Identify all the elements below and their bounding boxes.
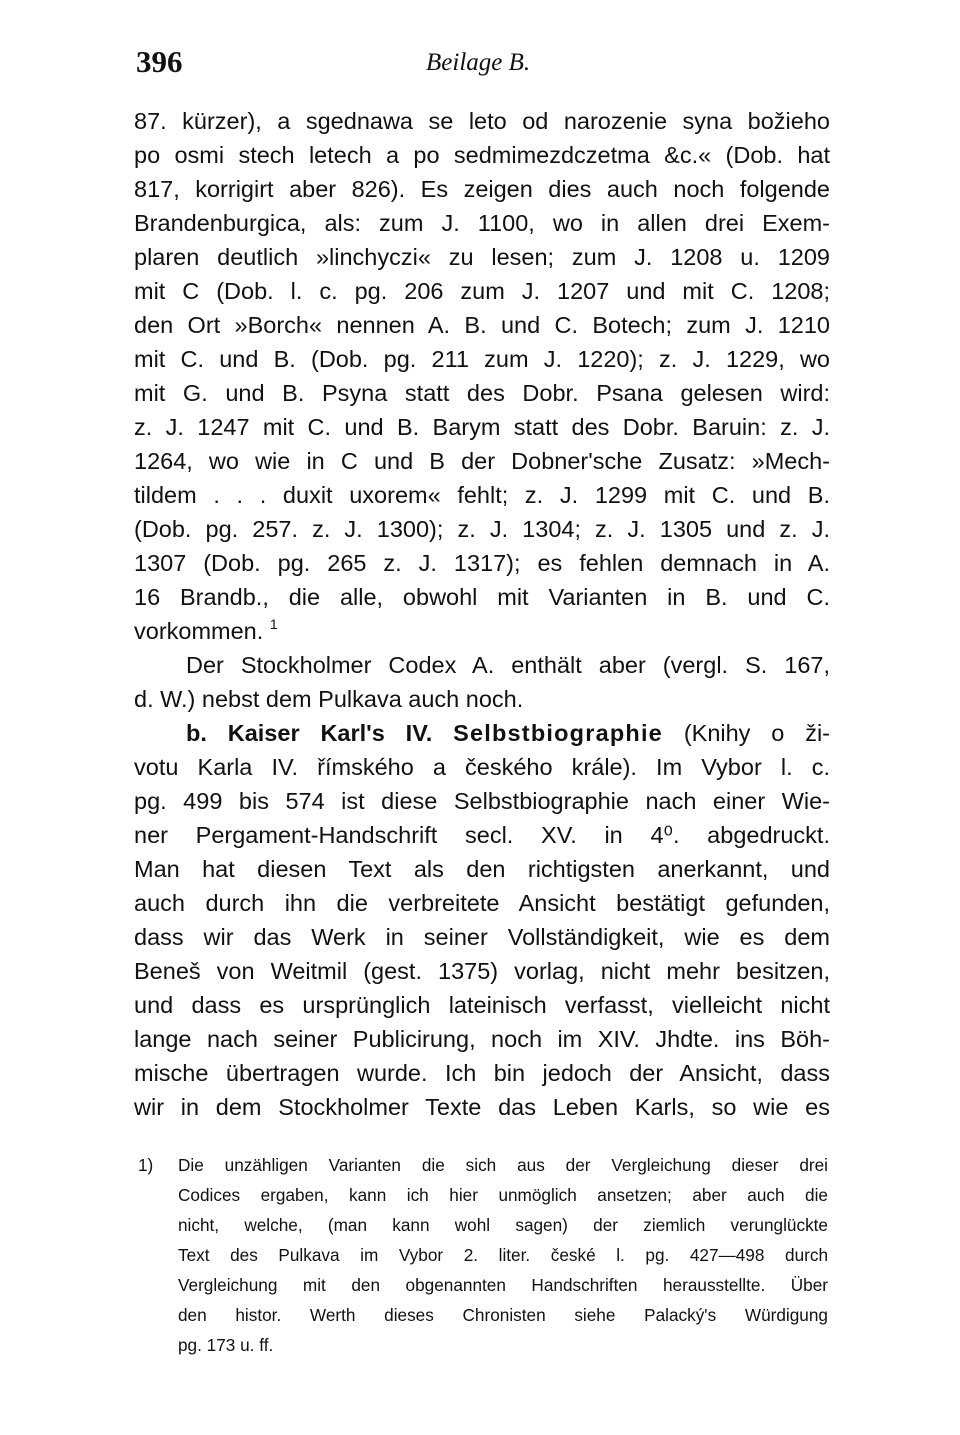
text-fragment: vorkommen. [134,618,264,644]
section-heading-line [134,716,830,750]
text-line: mit G. und B. Psyna statt des Dobr. Psana gelesen wird: [134,380,830,406]
footnote-line: Codices ergaben, kann ich hier unmöglich ansetzen; aber auch die [178,1185,828,1205]
page-header [136,44,836,84]
text-line: wir in dem Stockholmer Texte das Leben Karls, so wie es [134,1094,830,1120]
text-line: Man hat diesen Text als den richtigsten anerkannt, und [134,856,830,882]
text-line: lange nach seiner Publicirung, noch im XIV. Jhdte. ins Böh- [134,1026,830,1052]
text-line: votu Karla IV. římského a českého krále). Im Vybor l. c. [134,754,830,780]
text-line: pg. 499 bis 574 ist diese Selbstbiographie nach einer Wie- [134,788,830,814]
footnote-reference[interactable]: 1 [269,616,278,632]
text-line: z. J. 1247 mit C. und B. Barym statt des Dobr. Baruin: z. J. [134,414,830,440]
text-line: mische übertragen wurde. Ich bin jedoch der Ansicht, dass [134,1060,830,1086]
text-line: plaren deutlich »linchyczi« zu lesen; zum J. 1208 u. 1209 [134,244,830,270]
text-line: mit C (Dob. l. c. pg. 206 zum J. 1207 und mit C. 1208; [134,278,830,304]
text-line [134,614,830,648]
text-line: den Ort »Borch« nennen A. B. und C. Botech; zum J. 1210 [134,312,830,338]
running-title: Beilage B. [426,49,531,76]
section-label: b. Kaiser Karl's IV. [186,720,433,746]
text-line: ner Pergament-Handschrift secl. XV. in 4⁰. abgedruckt. [134,822,830,848]
text-line: Beneš von Weitmil (gest. 1375) vorlag, nicht mehr besitzen, [134,958,830,984]
section-title: Selbstbiographie [453,720,663,746]
footnote-line [138,1150,828,1180]
text-line: dass wir das Werk in seiner Vollständigkeit, wie es dem [134,924,830,950]
text-line: Brandenburgica, als: zum J. 1100, wo in allen drei Exem- [134,210,830,236]
text-line: 817, korrigirt aber 826). Es zeigen dies auch noch folgende [134,176,830,202]
text-fragment: (Knihy o ži- [683,720,830,746]
page-number: 396 [136,44,183,79]
text-line: und dass es ursprünglich lateinisch verfasst, vielleicht nicht [134,992,830,1018]
text-line: 87. kürzer), a sgednawa se leto od narozenie syna božieho [134,108,830,134]
footnote-line: Vergleichung mit den obgenannten Handschriften herausstellte. Über [178,1275,828,1295]
text-line: tildem . . . duxit uxorem« fehlt; z. J. 1299 mit C. und B. [134,482,830,508]
footnote-line: nicht, welche, (man kann wohl sagen) der ziemlich verunglückte [178,1215,828,1235]
text-line: 1264, wo wie in C und B der Dobner'sche Zusatz: »Mech- [134,448,830,474]
text-fragment: Die unzähligen Varianten die sich aus der Vergleichung dieser drei [178,1155,828,1175]
text-line: 1307 (Dob. pg. 265 z. J. 1317); es fehlen demnach in A. [134,550,830,576]
footnote [138,1150,828,1360]
text-line: po osmi stech letech a po sedmimezdczetma &c.« (Dob. hat [134,142,830,168]
text-line: Der Stockholmer Codex A. enthält aber (vergl. S. 167, [186,652,830,678]
text-line: auch durch ihn die verbreitete Ansicht bestätigt gefunden, [134,890,830,916]
footnote-number: 1) [138,1155,154,1175]
footnote-line: Text des Pulkava im Vybor 2. liter. české l. pg. 427—498 durch [178,1245,828,1265]
text-line: d. W.) nebst dem Pulkava auch noch. [134,686,524,712]
main-text [134,104,830,1124]
text-line: (Dob. pg. 257. z. J. 1300); z. J. 1304; z. J. 1305 und z. J. [134,516,830,542]
footnote-line: den histor. Werth dieses Chronisten siehe Palacký's Würdigung [178,1305,828,1325]
text-line: 16 Brandb., die alle, obwohl mit Varianten in B. und C. [134,584,830,610]
text-line: mit C. und B. (Dob. pg. 211 zum J. 1220); z. J. 1229, wo [134,346,830,372]
footnote-line: pg. 173 u. ff. [178,1335,274,1355]
